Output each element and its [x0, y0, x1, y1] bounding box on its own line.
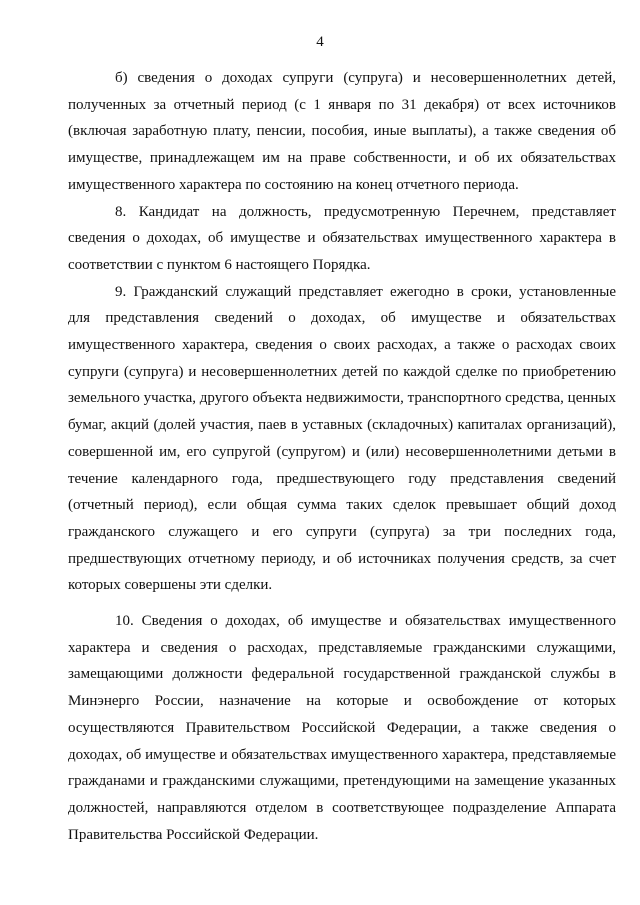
paragraph-8-candidate: 8. Кандидат на должность, предусмотренную Перечнем, представляет сведения о доходах, об имуществе и обязательствах имущественного характера в соответствии с пунктом 6 настоящего Порядка.: [68, 203, 616, 273]
paragraph-b-spouse-income: б) сведения о доходах супруги (супруга) и несовершеннолетних детей, полученных за отчетный период (с 1 января по 31 декабря) от всех источников (включая заработную плату, пенсии, пособия, иные выплаты), а также сведения об имуществе, принадлежащем им на праве собственности, и об их обязательствах имущественного характера по состоянию на конец отчетного периода.: [68, 70, 616, 193]
paragraph-9-civil-servant-expenses: 9. Гражданский служащий представляет ежегодно в сроки, установленные для представления сведений о доходах, об имуществе и обязательствах имущественного характера, сведения о своих расходах, а также о расходах своих супруги (супруга) и несовершеннолетних детей по каждой сделке по приобретению земельного участка, другого объекта недвижимости, транспортного средства, ценных бумаг, акций (долей участия, паев в уставных (складочных) капиталах организаций), совершенной им, его супругой (супругом) и (или) несовершеннолетними детьми в течение календарного года, предшествующего году представления сведений (отчетный период), если общая сумма таких сделок превышает общий доход гражданского служащего и его супруги (супруга) за три последних года, предшествующих отчетному периоду, и об источниках получения средств, за счет которых совершены эти сделки.: [68, 283, 616, 594]
document-body: [68, 65, 616, 848]
page-number: 4: [316, 34, 324, 50]
paragraph-10-submission: 10. Сведения о доходах, об имуществе и обязательствах имущественного характера и сведения о расходах, представляемые гражданскими служащими, замещающими должности федеральной государственной гражданской службы в Минэнерго России, назначение на которые и освобождение от которых осуществляются Правительством Российской Федерации, а также сведения о доходах, об имуществе и обязательствах имущественного характера, представляемые гражданами и гражданскими служащими, претендующими на замещение указанных должностей, направляются отделом в соответствующее подразделение Аппарата Правительства Российской Федерации.: [68, 613, 616, 843]
